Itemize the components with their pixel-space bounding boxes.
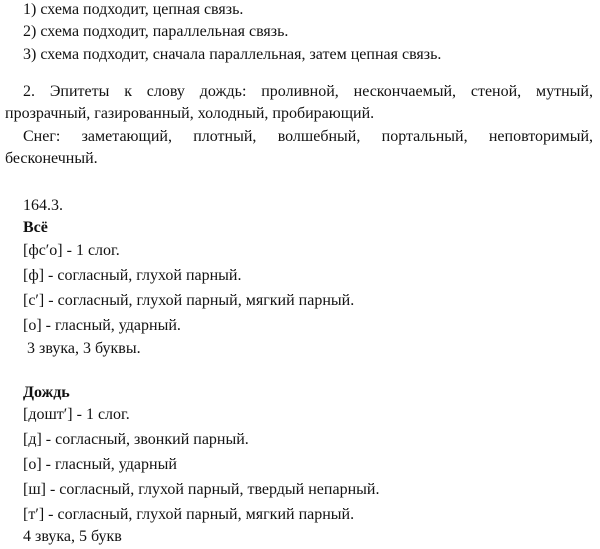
- phonetic-line: [о] - гласный, ударный: [23, 456, 177, 473]
- word-heading-dozhd: Дождь: [23, 384, 70, 401]
- phonetic-summary: 4 звука, 5 букв: [23, 528, 122, 545]
- phonetic-line: [т′] - согласный, глухой парный, мягкий парный.: [23, 506, 355, 523]
- phonetic-line: [с′] - согласный, глухой парный, мягкий парный.: [23, 292, 355, 309]
- phonetic-line: [ш] - согласный, глухой парный, твердый непарный.: [23, 481, 380, 498]
- exercise-number: 164.3.: [23, 197, 63, 214]
- word-heading-vse: Всё: [23, 219, 48, 236]
- phonetic-line: [дошт′] - 1 слог.: [23, 406, 130, 423]
- scheme-item-1: 1) схема подходит, цепная связь.: [23, 1, 244, 18]
- epithets-rain-line-1: 2. Эпитеты к слову дождь: проливной, нескончаемый, стеной, мутный,: [23, 83, 593, 100]
- scheme-item-3: 3) схема подходит, сначала параллельная, затем цепная связь.: [23, 46, 442, 63]
- phonetic-line: [фс′о] - 1 слог.: [23, 242, 120, 259]
- phonetic-line: [д] - согласный, звонкий парный.: [23, 431, 249, 448]
- epithets-snow-line-1: Снег: заметающий, плотный, волшебный, портальный, неповторимый,: [23, 128, 593, 145]
- epithets-snow-line-2: бесконечный.: [5, 150, 98, 167]
- phonetic-line: [о] - гласный, ударный.: [23, 317, 181, 334]
- phonetic-line: [ф] - согласный, глухой парный.: [23, 267, 242, 284]
- phonetic-summary: 3 звука, 3 буквы.: [27, 340, 141, 357]
- epithets-rain-line-2: прозрачный, газированный, холодный, пробирающий.: [5, 105, 375, 122]
- scheme-item-2: 2) схема подходит, параллельная связь.: [23, 23, 289, 40]
